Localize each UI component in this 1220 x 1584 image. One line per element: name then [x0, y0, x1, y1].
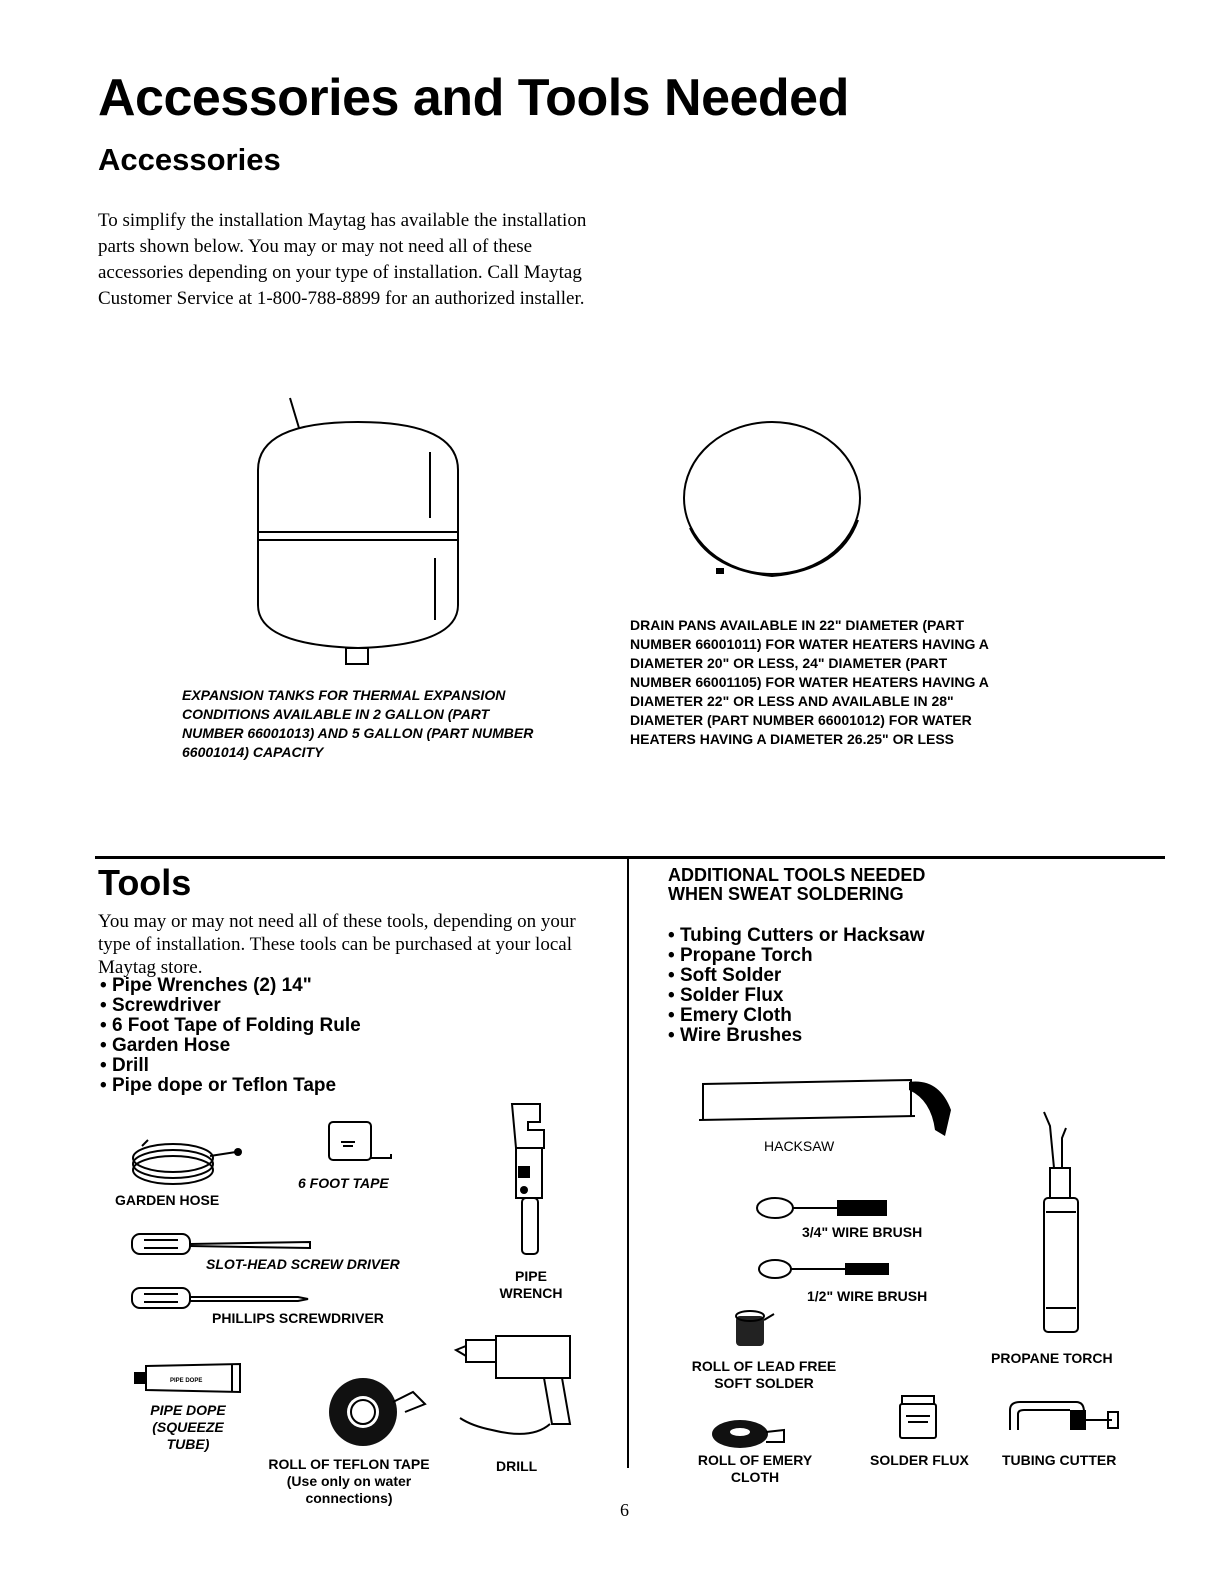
additional-list-item: • Tubing Cutters or Hacksaw [668, 926, 925, 946]
additional-list-item: • Wire Brushes [668, 1026, 925, 1046]
tools-list-item: • 6 Foot Tape of Folding Rule [100, 1016, 361, 1036]
pipe-dope-icon [130, 1360, 250, 1396]
tools-list-item: • Pipe dope or Teflon Tape [100, 1076, 361, 1096]
additional-list-item: • Propane Torch [668, 946, 925, 966]
drill-icon [452, 1330, 582, 1450]
tubing-cutter-label: TUBING CUTTER [1002, 1452, 1117, 1468]
propane-torch-label: PROPANE TORCH [991, 1350, 1113, 1366]
pipe-wrench-label: PIPE WRENCH [499, 1268, 563, 1301]
tools-list-item: • Pipe Wrenches (2) 14" [100, 976, 361, 996]
wire-brush-12-label: 1/2" WIRE BRUSH [807, 1288, 928, 1304]
phillips-screwdriver-label: PHILLIPS SCREWDRIVER [212, 1310, 384, 1326]
teflon-tape-icon [325, 1372, 435, 1452]
garden-hose-icon [128, 1140, 248, 1190]
solder-label: ROLL OF LEAD FREE SOFT SOLDER [691, 1358, 837, 1391]
section-divider [95, 856, 1165, 859]
additional-list-item: • Emery Cloth [668, 1006, 925, 1026]
solder-flux-label: SOLDER FLUX [870, 1452, 969, 1468]
additional-tools-list [668, 926, 925, 1046]
tools-list-item: • Screwdriver [100, 996, 361, 1016]
additional-heading-line2: WHEN SWEAT SOLDERING [668, 884, 904, 904]
tools-list-item: • Drill [100, 1056, 361, 1076]
pipe-wrench-icon [498, 1100, 558, 1260]
accessories-heading: Accessories [98, 142, 281, 177]
tools-intro: You may or may not need all of these tools, depending on your type of installation. These tools can be purchased at your local Maytag store. [98, 911, 576, 978]
solder-flux-icon [896, 1392, 940, 1442]
solder-icon [730, 1306, 780, 1356]
drain-pan-illustration [680, 420, 865, 580]
hacksaw-label: HACKSAW [764, 1138, 835, 1154]
pipe-dope-label: PIPE DOPE (SQUEEZE TUBE) [150, 1402, 226, 1452]
teflon-tape-label: ROLL OF TEFLON TAPE [268, 1456, 430, 1472]
pipe-dope-tube-text: PIPE DOPE [170, 1378, 203, 1384]
page-title: Accessories and Tools Needed [98, 69, 849, 127]
tools-list [100, 976, 361, 1096]
emery-cloth-label: ROLL OF EMERY CLOTH [697, 1452, 813, 1485]
foot-tape-label: 6 FOOT TAPE [298, 1175, 389, 1191]
additional-list-item: • Solder Flux [668, 986, 925, 1006]
wire-brush-34-label: 3/4" WIRE BRUSH [802, 1224, 923, 1240]
emery-cloth-icon [710, 1412, 790, 1452]
additional-list-item: • Soft Solder [668, 966, 925, 986]
additional-heading [668, 866, 925, 904]
propane-torch-icon [1028, 1108, 1098, 1338]
accessories-intro: To simplify the installation Maytag has available the installation parts shown below. You may or may not need all of these accessories depending on your type of installation. Call Maytag Customer Service at 1-800-788-8899 for an authorized installer. [98, 210, 587, 309]
drill-label: DRILL [496, 1458, 538, 1474]
drain-pan-caption: DRAIN PANS AVAILABLE IN 22" DIAMETER (PART NUMBER 66001011) FOR WATER HEATERS HAVING A DIAMETER 20" OR LESS, 24" DIAMETER (PART NUMBER 66001105) FOR WATER HEATERS HAVING A DIAMETER 22" OR LESS AND AVAILABLE IN 28" DIAMETER (PART NUMBER 66001012) FOR WATER HEATERS HAVING A DIAMETER 26.25" OR LESS [630, 617, 989, 747]
garden-hose-label: GARDEN HOSE [115, 1192, 220, 1208]
wire-brush-12-icon [755, 1254, 895, 1284]
teflon-tape-note: (Use only on water connections) [286, 1473, 412, 1506]
page-number: 6 [620, 1500, 629, 1520]
column-divider [627, 858, 629, 1468]
wire-brush-34-icon [753, 1192, 893, 1224]
tools-heading: Tools [98, 862, 192, 903]
hacksaw-icon [695, 1070, 965, 1142]
expansion-tank-illustration [255, 390, 465, 670]
tools-list-item: • Garden Hose [100, 1036, 361, 1056]
foot-tape-icon [325, 1118, 395, 1168]
expansion-tank-caption: EXPANSION TANKS FOR THERMAL EXPANSION CONDITIONS AVAILABLE IN 2 GALLON (PART NUMBER 66001013) AND 5 GALLON (PART NUMBER 66001014) CAPACITY [182, 687, 534, 760]
slot-screwdriver-label: SLOT-HEAD SCREW DRIVER [206, 1256, 400, 1272]
additional-heading-line1: ADDITIONAL TOOLS NEEDED [668, 865, 926, 885]
tubing-cutter-icon [1004, 1396, 1124, 1446]
